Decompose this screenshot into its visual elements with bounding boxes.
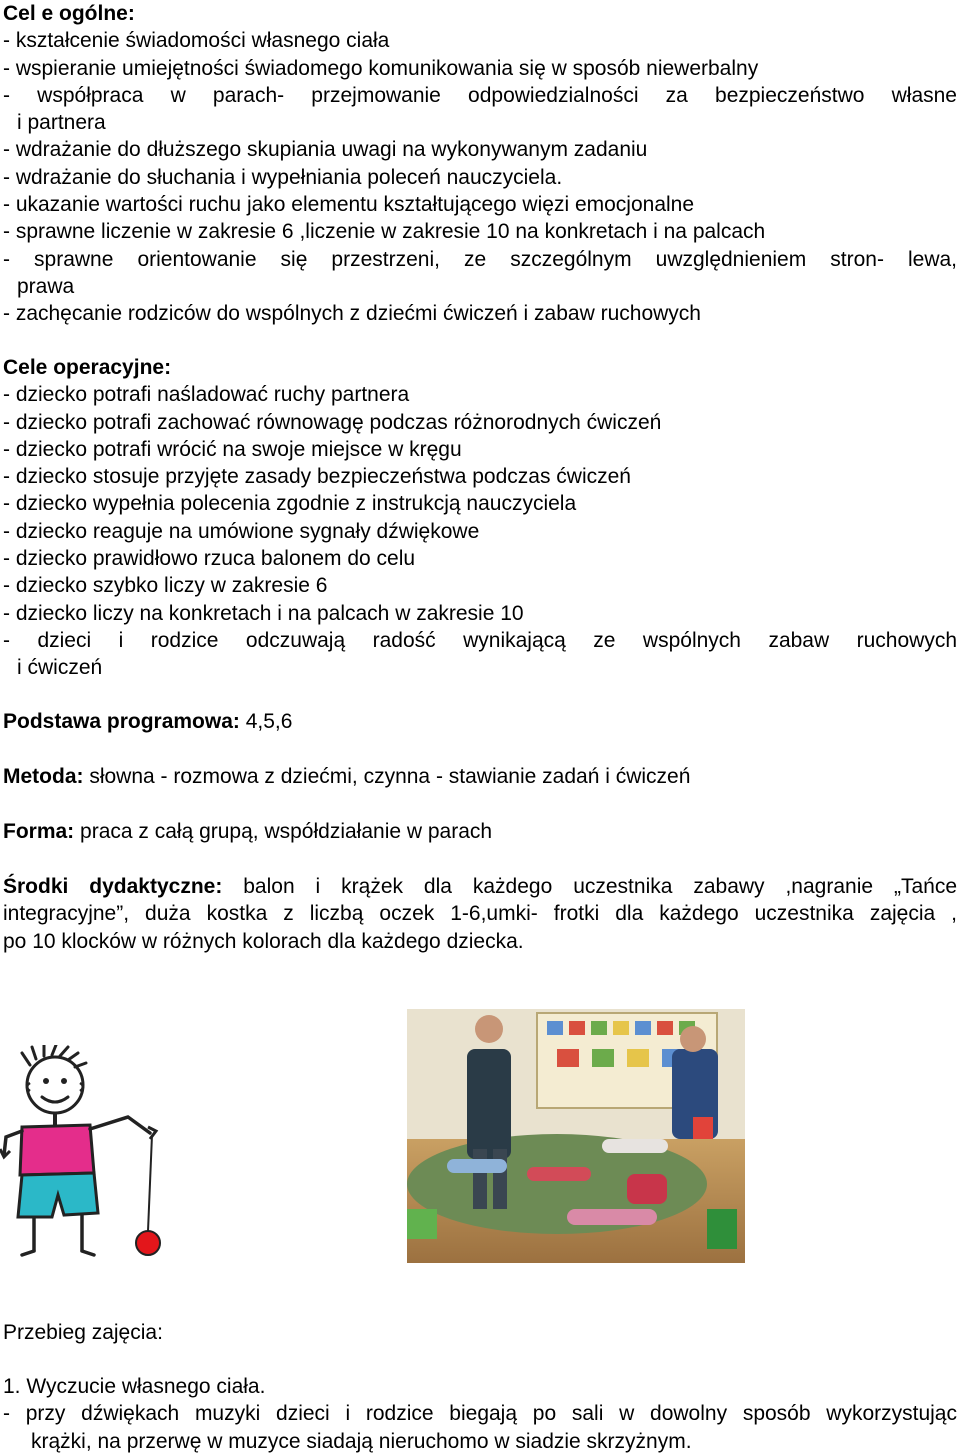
method-label: Metoda: (3, 765, 84, 788)
general-goals-section (3, 0, 957, 328)
shorts-shape (18, 1173, 98, 1217)
form-line (3, 818, 957, 845)
operational-goal-item: - dziecko liczy na konkretach i na palcach w zakresie 10 (3, 601, 524, 625)
general-goal-item: - wdrażanie do słuchania i wypełniania poleceń nauczyciela. (3, 165, 563, 189)
general-goal-item: - wspieranie umiejętności świadomego komunikowania się w sposób niewerbalny (3, 56, 759, 80)
classroom-photo (407, 1009, 745, 1263)
operational-goal-item: - dziecko stosuje przyjęte zasady bezpieczeństwa podczas ćwiczeń (3, 465, 631, 489)
course-step-1 (3, 1373, 957, 1455)
general-goal-item: - sprawne orientowanie się przestrzeni, ze szczególnym uwzględnieniem stron- lewa, (3, 247, 957, 271)
materials-section (3, 873, 957, 955)
operational-goal-item: - dziecko potrafi wrócić na swoje miejsce w kręgu (3, 437, 462, 461)
yoyo-stick-figure (0, 1045, 170, 1265)
general-goal-item-continued: i partnera (17, 111, 106, 135)
form-value: praca z całą grupą, współdziałanie w parach (74, 820, 493, 843)
general-goal-item: - sprawne liczenie w zakresie 6 ,liczenie w zakresie 10 na konkretach i na palcach (3, 220, 766, 244)
general-goals-heading: Cel e ogólne: (3, 2, 135, 25)
general-goal-item: - zachęcanie rodziców do wspólnych z dziećmi ćwiczeń i zabaw ruchowych (3, 302, 701, 326)
curriculum-value: 4,5,6 (239, 710, 293, 733)
course-heading: Przebieg zajęcia: (3, 1321, 163, 1344)
operational-goal-item: - dziecko prawidłowo rzuca balonem do celu (3, 547, 416, 571)
shirt-shape (20, 1125, 94, 1175)
curriculum-label: Podstawa programowa: (3, 710, 240, 733)
operational-goal-item-continued: i ćwiczeń (17, 656, 103, 680)
materials-label: Środki dydaktyczne: (3, 875, 223, 898)
operational-goals-section (3, 354, 957, 682)
general-goal-item-continued: prawa (17, 274, 75, 298)
form-label: Forma: (3, 820, 75, 843)
course-heading-line (3, 1319, 957, 1346)
course-step-1-text: - przy dźwiękach muzyki dzieci i rodzice biegają po sali w dowolny sposób wykorzystując (3, 1402, 957, 1426)
materials-text-3: po 10 klocków w różnych kolorach dla każdego dziecka. (3, 929, 524, 953)
operational-goal-item: - dziecko szybko liczy w zakresie 6 (3, 574, 328, 598)
yoyo-icon (136, 1231, 160, 1255)
head-icon (22, 1045, 86, 1113)
course-step-1-title: 1. Wyczucie własnego ciała. (3, 1375, 266, 1398)
method-line (3, 763, 957, 790)
operational-goal-item: - dziecko potrafi zachować równowagę podczas różnorodnych ćwiczeń (3, 410, 662, 434)
materials-text-1: balon i krążek dla każdego uczestnika zabawy ,nagranie „Tańce (222, 875, 957, 898)
operational-goal-item: - dziecko wypełnia polecenia zgodnie z instrukcją nauczyciela (3, 492, 577, 516)
operational-goal-item: - dziecko reaguje na umówione sygnały dźwiękowe (3, 519, 480, 543)
materials-text-2: integracyjne”, duża kostka z liczbą oczek 1-6,umki- frotki dla każdego uczestnika zajęcia , (3, 902, 957, 926)
operational-goal-item: - dziecko potrafi naśladować ruchy partnera (3, 383, 410, 407)
general-goal-item: - kształcenie świadomości własnego ciała (3, 29, 390, 53)
operational-goal-item: - dzieci i rodzice odczuwają radość wynikającą ze wspólnych zabaw ruchowych (3, 628, 957, 652)
general-goal-item: - wdrażanie do dłuższego skupiania uwagi na wykonywanym zadaniu (3, 138, 648, 162)
operational-goals-heading: Cele operacyjne: (3, 356, 172, 379)
curriculum-line (3, 708, 957, 735)
general-goal-item: - ukazanie wartości ruchu jako elementu kształtującego więzi emocjonalne (3, 193, 695, 217)
method-value: słowna - rozmowa z dziećmi, czynna - stawianie zadań i ćwiczeń (83, 765, 691, 788)
general-goal-item: - współpraca w parach- przejmowanie odpowiedzialności za bezpieczeństwo własne (3, 83, 957, 107)
course-step-1-text-continued: krążki, na przerwę w muzyce siadają nieruchomo w siadzie skrzyżnym. (31, 1429, 692, 1453)
